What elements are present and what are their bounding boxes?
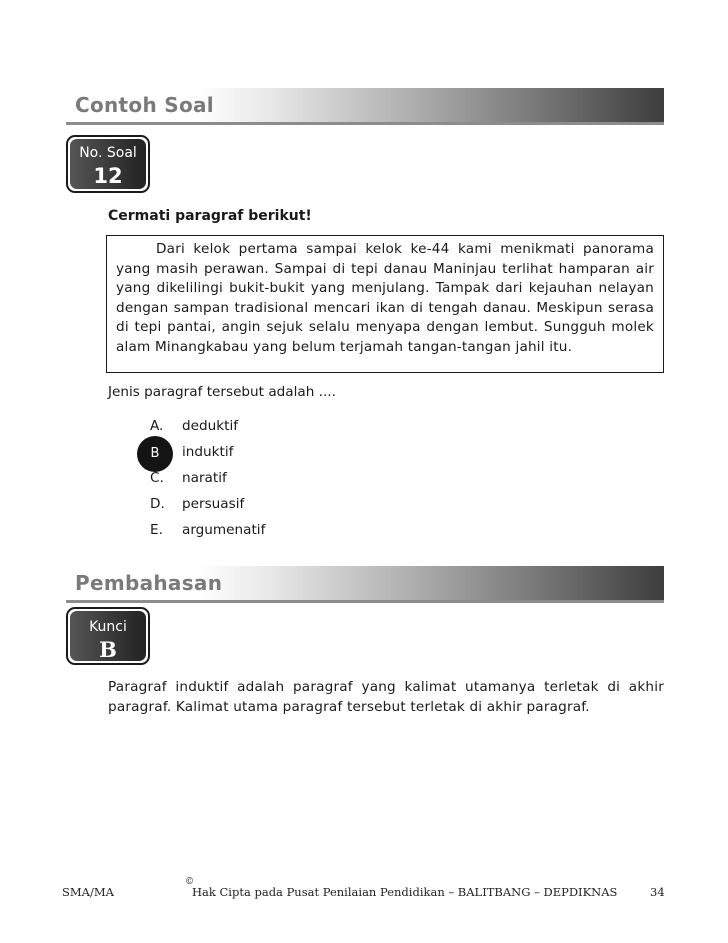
option-text: naratif bbox=[182, 470, 227, 486]
question-prompt: Jenis paragraf tersebut adalah .... bbox=[108, 384, 336, 400]
instruction-text: Cermati paragraf berikut! bbox=[108, 208, 312, 224]
question-number-badge bbox=[66, 135, 150, 193]
option-letter: B bbox=[150, 446, 160, 461]
option-text: persuasif bbox=[182, 496, 245, 512]
option-letter: C. bbox=[150, 470, 164, 486]
option-text: induktif bbox=[182, 444, 234, 460]
option-letter: A. bbox=[150, 418, 164, 434]
answer-key-label: Kunci bbox=[89, 619, 127, 635]
passage-text: Dari kelok pertama sampai kelok ke-44 kami menikmati panorama yang masih perawan. Sampai di tepi danau Maninjau terlihat hamparan air yang dikelilingi bukit-bukit yang menjulang. Tampak dari kejauhan nelayan dengan sampan tradisional mencari ikan di tengah danau. Meskipun serasa di tepi pantai, angin sejuk selalu menyapa dengan lembut. Sungguh molek alam Minangkabau yang belum terjamah tangan-tangan jahil itu. bbox=[116, 241, 654, 355]
contoh-soal-title: Contoh Soal bbox=[75, 93, 214, 117]
answer-key-value: B bbox=[99, 637, 117, 662]
answer-key-badge bbox=[66, 607, 150, 665]
option-letter: D. bbox=[150, 496, 165, 512]
footer-copyright: Hak Cipta pada Pusat Penilaian Pendidikan – BALITBANG – DEPDIKNAS bbox=[192, 885, 618, 899]
passage-box bbox=[106, 235, 664, 373]
answer-mark-circle bbox=[137, 436, 173, 472]
question-number-label: No. Soal bbox=[79, 145, 137, 161]
copyright-symbol: © bbox=[185, 877, 194, 887]
option-letter: E. bbox=[150, 522, 163, 538]
footer-level: SMA/MA bbox=[62, 885, 114, 899]
page-number: 34 bbox=[650, 885, 665, 899]
contoh-soal-header bbox=[66, 88, 664, 125]
pembahasan-header bbox=[66, 566, 664, 603]
pembahasan-title: Pembahasan bbox=[75, 571, 223, 595]
option-text: deduktif bbox=[182, 418, 239, 434]
option-text: argumenatif bbox=[182, 522, 266, 538]
question-number: 12 bbox=[93, 164, 123, 188]
explanation-text: Paragraf induktif adalah paragraf yang kalimat utamanya terletak di akhir paragraf. Kalimat utama paragraf tersebut terletak di akhir paragraf. bbox=[108, 679, 664, 715]
